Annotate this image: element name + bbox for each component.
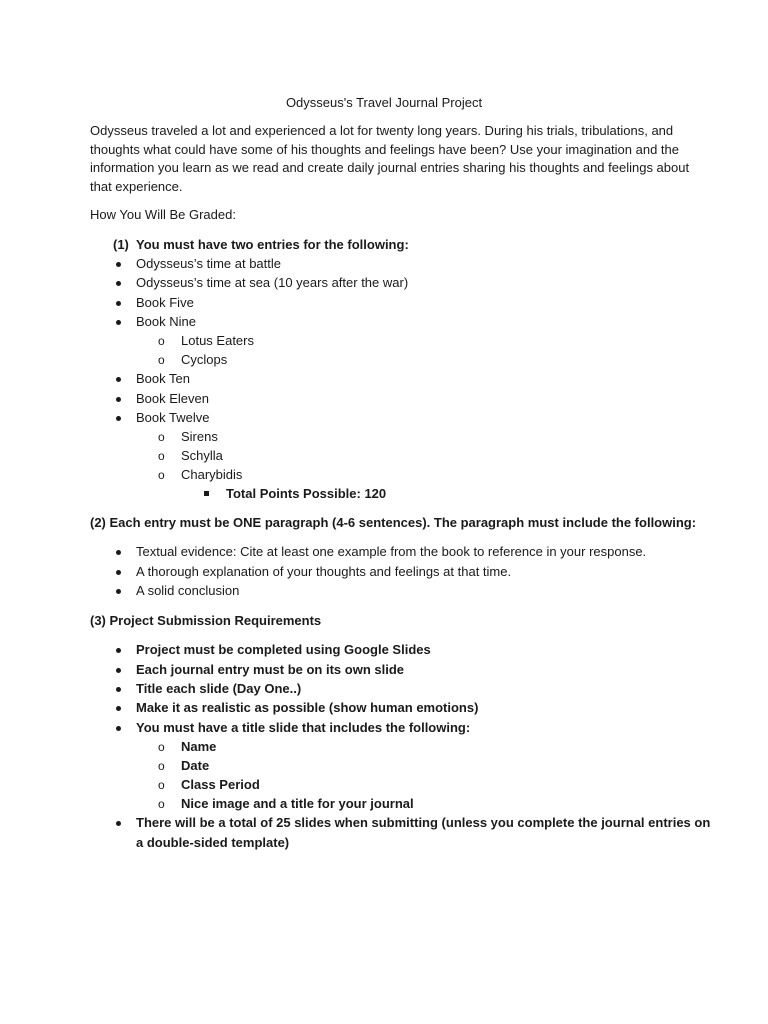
circle-bullet-icon: o (158, 778, 165, 792)
section1-heading: You must have two entries for the following: (136, 237, 409, 252)
bullet-icon (116, 550, 121, 555)
bullet-icon (116, 262, 121, 267)
circle-bullet-icon: o (158, 430, 165, 444)
bullet-icon (116, 320, 121, 325)
bullet-icon (116, 301, 121, 306)
circle-bullet-icon: o (158, 797, 165, 811)
circle-bullet-icon: o (158, 449, 165, 463)
list-item: Name (181, 739, 217, 754)
list-item: Book Nine (136, 314, 196, 329)
bullet-icon (116, 377, 121, 382)
intro-paragraph: Odysseus traveled a lot and experienced a lot for twenty long years. During his trials, tribulations, and thoughts what could have some of his thoughts and feelings have been? Use your imagination and the information you learn as we read and create daily journal entries sharing his thoughts and feelings about that experience. (90, 123, 690, 194)
list-item: Sirens (181, 429, 218, 444)
bullet-icon (116, 668, 121, 673)
section2-heading: (2) Each entry must be ONE paragraph (4-6 sentences). The paragraph must include the following: (90, 515, 697, 530)
list-item-continuation: a double-sided template) (136, 835, 290, 850)
list-item: Make it as realistic as possible (show human emotions) (136, 700, 479, 715)
list-item: Odysseus’s time at sea (10 years after the war) (136, 275, 409, 290)
circle-bullet-icon: o (158, 740, 165, 754)
list-item: Date (181, 758, 210, 773)
total-points: Total Points Possible: 120 (226, 486, 387, 501)
bullet-icon (116, 706, 121, 711)
bullet-icon (116, 589, 121, 594)
bullet-icon (116, 821, 121, 826)
list-item: Project must be completed using Google Slides (136, 642, 431, 657)
list-item: Each journal entry must be on its own slide (136, 662, 404, 677)
list-item: Schylla (181, 448, 223, 463)
list-item: Class Period (181, 777, 260, 792)
list-item: There will be a total of 25 slides when submitting (unless you complete the journal entries on (136, 815, 711, 830)
list-item: You must have a title slide that includes the following: (136, 720, 471, 735)
section1-number: (1) (113, 237, 129, 252)
list-item: Title each slide (Day One..) (136, 681, 302, 696)
list-item: Book Ten (136, 371, 190, 386)
circle-bullet-icon: o (158, 353, 165, 367)
graded-heading: How You Will Be Graded: (90, 207, 236, 222)
bullet-icon (116, 281, 121, 286)
list-item: Book Eleven (136, 391, 209, 406)
bullet-icon (116, 570, 121, 575)
circle-bullet-icon: o (158, 334, 165, 348)
circle-bullet-icon: o (158, 759, 165, 773)
list-item: Cyclops (181, 352, 228, 367)
bullet-icon (116, 397, 121, 402)
document-title: Odysseus's Travel Journal Project (285, 95, 483, 110)
list-item: Book Twelve (136, 410, 210, 425)
list-item: Odysseus’s time at battle (136, 256, 281, 271)
section3-heading: (3) Project Submission Requirements (90, 613, 322, 628)
list-item: A solid conclusion (136, 583, 240, 598)
list-item: Lotus Eaters (181, 333, 254, 348)
circle-bullet-icon: o (158, 468, 165, 482)
bullet-icon (116, 687, 121, 692)
list-item: Textual evidence: Cite at least one example from the book to reference in your response. (136, 544, 647, 559)
bullet-icon (116, 416, 121, 421)
list-item: A thorough explanation of your thoughts and feelings at that time. (136, 564, 512, 579)
square-bullet-icon (204, 491, 209, 496)
bullet-icon (116, 648, 121, 653)
list-item: Nice image and a title for your journal (181, 796, 414, 811)
list-item: Charybidis (181, 467, 243, 482)
bullet-icon (116, 726, 121, 731)
list-item: Book Five (136, 295, 194, 310)
